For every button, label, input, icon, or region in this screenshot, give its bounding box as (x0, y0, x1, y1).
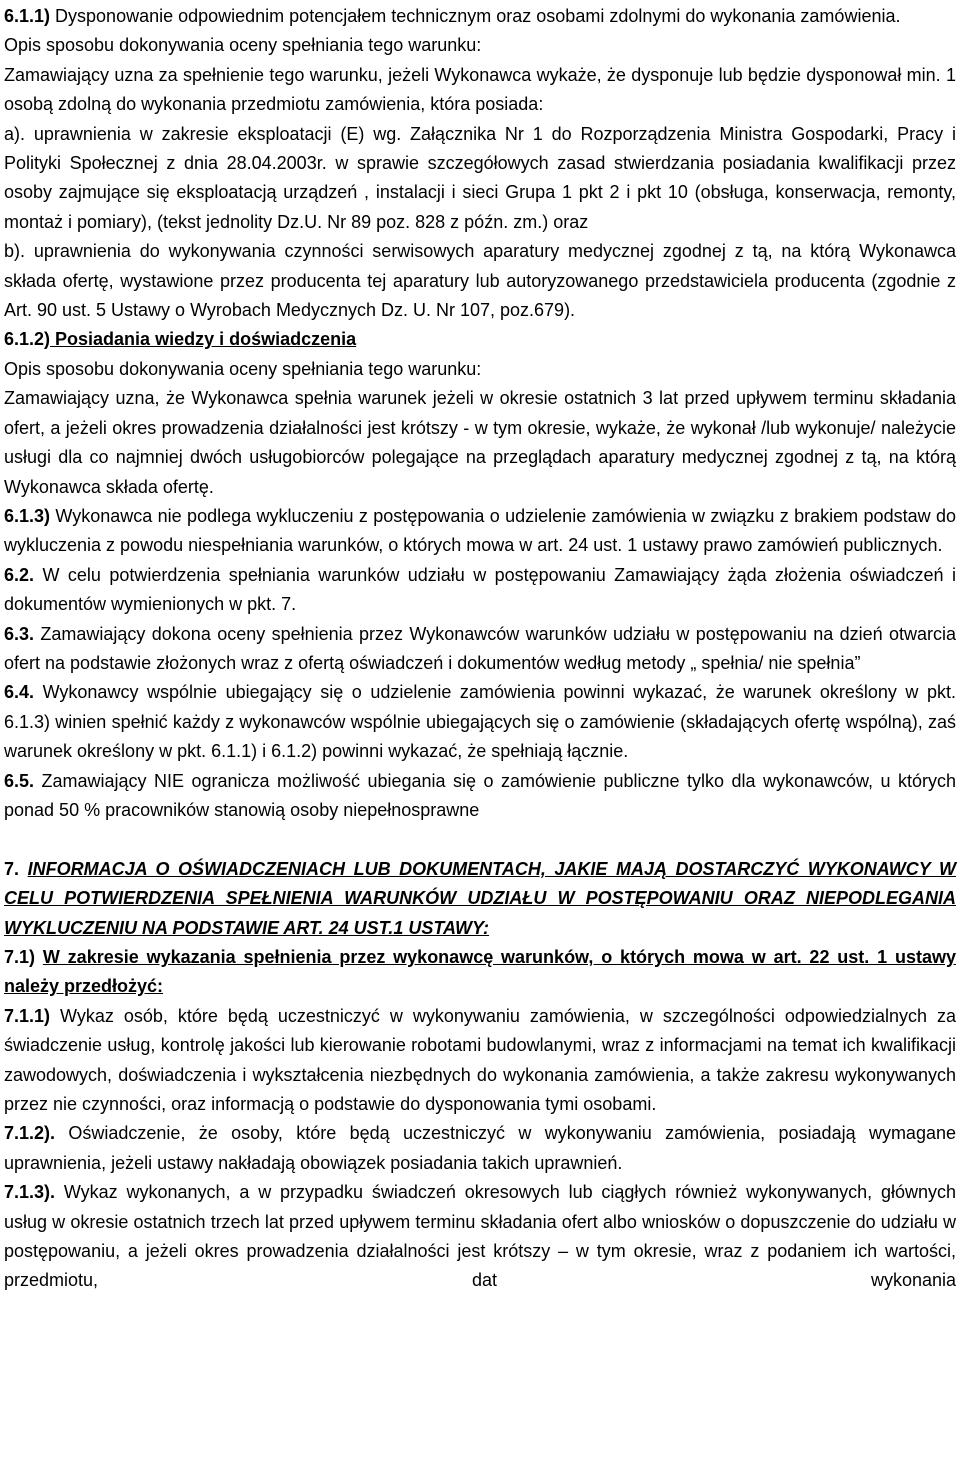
section-7-1-1-body: Wykaz osób, które będą uczestniczyć w wykonywaniu zamówienia, w szczególności odpowiedzialnych za świadczenie usług, kontrolę jakości lub kierowanie robotami budowlanymi, wraz z informacjami na temat ich kwalifikacji zawodowych, doświadczenia i wykształcenia niezbędnych do wykonania zamówienia, a także zakresu wykonywanych przez nie czynności, oraz informacją o podstawie do dysponowania tymi osobami. (4, 1005, 956, 1115)
section-6-2-number: 6.2. (4, 564, 35, 585)
section-6-5 (4, 767, 956, 826)
section-6-1-3-number: 6.1.3) (4, 505, 51, 526)
section-6-1-1-title: Dysponowanie odpowiednim potencjałem technicznym oraz osobami zdolnymi do wykonania zamówienia. (50, 6, 901, 26)
section-6-5-body: Zamawiający NIE ogranicza możliwość ubiegania się o zamówienie publiczne tylko dla wykonawców, u których ponad 50 % pracowników stanowią osoby niepełnosprawne (4, 770, 956, 820)
section-6-1-2-title: Posiadania wiedzy i doświadczenia (50, 329, 357, 350)
section-6-1-2-body: Zamawiający uzna, że Wykonawca spełnia warunek jeżeli w okresie ostatnich 3 lat przed upływem terminu składania ofert, a jeżeli okres prowadzenia działalności jest krótszy - w tym okresie, wykaże, że wykonał /lub wykonuje/ należycie usługi dla co najmniej dwóch usługobiorców polegające na przeglądach aparatury medycznej zgodnej z tą, na którą Wykonawca składa ofertę. (4, 388, 956, 497)
section-7-1-number: 7.1) (4, 946, 43, 967)
section-7-1-title: W zakresie wykazania spełnienia przez wykonawcę warunków, o których mowa w art. 22 ust. 1 ustawy należy przedłożyć: (4, 946, 956, 997)
section-gap (4, 825, 956, 854)
section-7-number: 7. (4, 858, 28, 879)
section-7-1-1 (4, 1002, 956, 1120)
section-6-1-2-opis-heading: Opis sposobu dokonywania oceny spełniania tego warunku: (4, 358, 482, 379)
section-6-1-2-heading (4, 325, 956, 354)
section-6-5-number: 6.5. (4, 770, 35, 791)
section-7-1-2-body: Oświadczenie, że osoby, które będą uczestniczyć w wykonywaniu zamówienia, posiadają wymagane uprawnienia, jeżeli ustawy nakładają obowiązek posiadania takich uprawnień. (4, 1123, 956, 1173)
section-7-1-2-number: 7.1.2). (4, 1123, 56, 1144)
section-6-1-1-number: 6.1.1) (4, 6, 51, 26)
section-6-3 (4, 620, 956, 679)
section-6-1-3 (4, 502, 956, 561)
section-7-heading (4, 855, 956, 943)
section-6-3-body: Zamawiający dokona oceny spełnienia przez Wykonawców warunków udziału w postępowaniu na dzień otwarcia ofert na podstawie złożonych wraz z ofertą oświadczeń i dokumentów według metody „ spełnia/ nie spełnia” (4, 623, 956, 673)
section-6-1-1-item-b: b). uprawnienia do wykonywania czynności serwisowych aparatury medycznej zgodnej z tą, na którą Wykonawca składa ofertę, wystawione przez producenta tej aparatury lub autoryzowanego przedstawiciela producenta (zgodnie z Art. 90 ust. 5 Ustawy o Wyrobach Medycznych Dz. U. Nr 107, poz.679). (4, 241, 956, 321)
section-6-4-body: Wykonawcy wspólnie ubiegający się o udzielenie zamówienia powinni wykazać, że warunek określony w pkt. 6.1.3) winien spełnić każdy z wykonawców wspólnie ubiegających się o zamówienie (składających ofertę wspólną), zaś warunek określony w pkt. 6.1.1) i 6.1.2) powinni wykazać, że spełniają łącznie. (4, 682, 956, 762)
section-7-1-1-number: 7.1.1) (4, 1005, 51, 1026)
section-7-1-3 (4, 1178, 956, 1296)
section-6-2-body: W celu potwierdzenia spełniania warunków udziału w postępowaniu Zamawiający żąda złożenia oświadczeń i dokumentów wymienionych w pkt. 7. (4, 564, 956, 615)
section-6-1-1 (4, 2, 956, 31)
section-6-3-number: 6.3. (4, 623, 35, 644)
section-6-4 (4, 678, 956, 766)
section-6-1-1-opis-heading: Opis sposobu dokonywania oceny spełniania tego warunku: (4, 35, 482, 56)
section-7-1-heading (4, 943, 956, 1002)
section-6-2 (4, 561, 956, 620)
section-7-1-3-body: Wykaz wykonanych, a w przypadku świadczeń okresowych lub ciągłych również wykonywanych, głównych usług w okresie ostatnich trzech lat przed upływem terminu składania ofert albo wniosków o dopuszczenie do udziału w postępowaniu, a jeżeli okres prowadzenia działalności jest krótszy – w tym okresie, wraz z podaniem ich wartości, przedmiotu, dat wykonania (4, 1182, 956, 1291)
section-6-1-1-item-a: a). uprawnienia w zakresie eksploatacji (E) wg. Załącznika Nr 1 do Rozporządzenia Ministra Gospodarki, Pracy i Polityki Społecznej z dnia 28.04.2003r. w sprawie szczegółowych zasad stwierdzania posiadania kwalifikacji przez osoby zajmujące się eksploatacją urządzeń , instalacji i sieci Grupa 1 pkt 2 i pkt 10 (obsługa, konserwacja, remonty, montaż i pomiary), (tekst jednolity Dz.U. Nr 89 poz. 828 z późn. zm.) oraz (4, 123, 956, 232)
section-7-1-2 (4, 1119, 956, 1178)
section-6-1-3-body: Wykonawca nie podlega wykluczeniu z postępowania o udzielenie zamówienia w związku z brakiem podstaw do wykluczenia z powodu niespełniania warunków, o których mowa w art. 24 ust. 1 ustawy prawo zamówień publicznych. (4, 505, 956, 556)
section-7-1-3-number: 7.1.3). (4, 1182, 56, 1203)
section-7-title: INFORMACJA O OŚWIADCZENIACH LUB DOKUMENTACH, JAKIE MAJĄ DOSTARCZYĆ WYKONAWCY W CELU POTWIERDZENIA SPEŁNIENIA WARUNKÓW UDZIAŁU W POSTĘPOWANIU ORAZ NIEPODLEGANIA WYKLUCZENIU NA PODSTAWIE ART. 24 UST.1 USTAWY: (4, 858, 957, 938)
section-6-4-number: 6.4. (4, 682, 35, 703)
section-6-1-1-body: Zamawiający uzna za spełnienie tego warunku, jeżeli Wykonawca wykaże, że dysponuje lub będzie dysponował min. 1 osobą zdolną do wykonania przedmiotu zamówienia, która posiada: (4, 64, 956, 115)
section-6-1-2-number: 6.1.2) (4, 329, 51, 350)
